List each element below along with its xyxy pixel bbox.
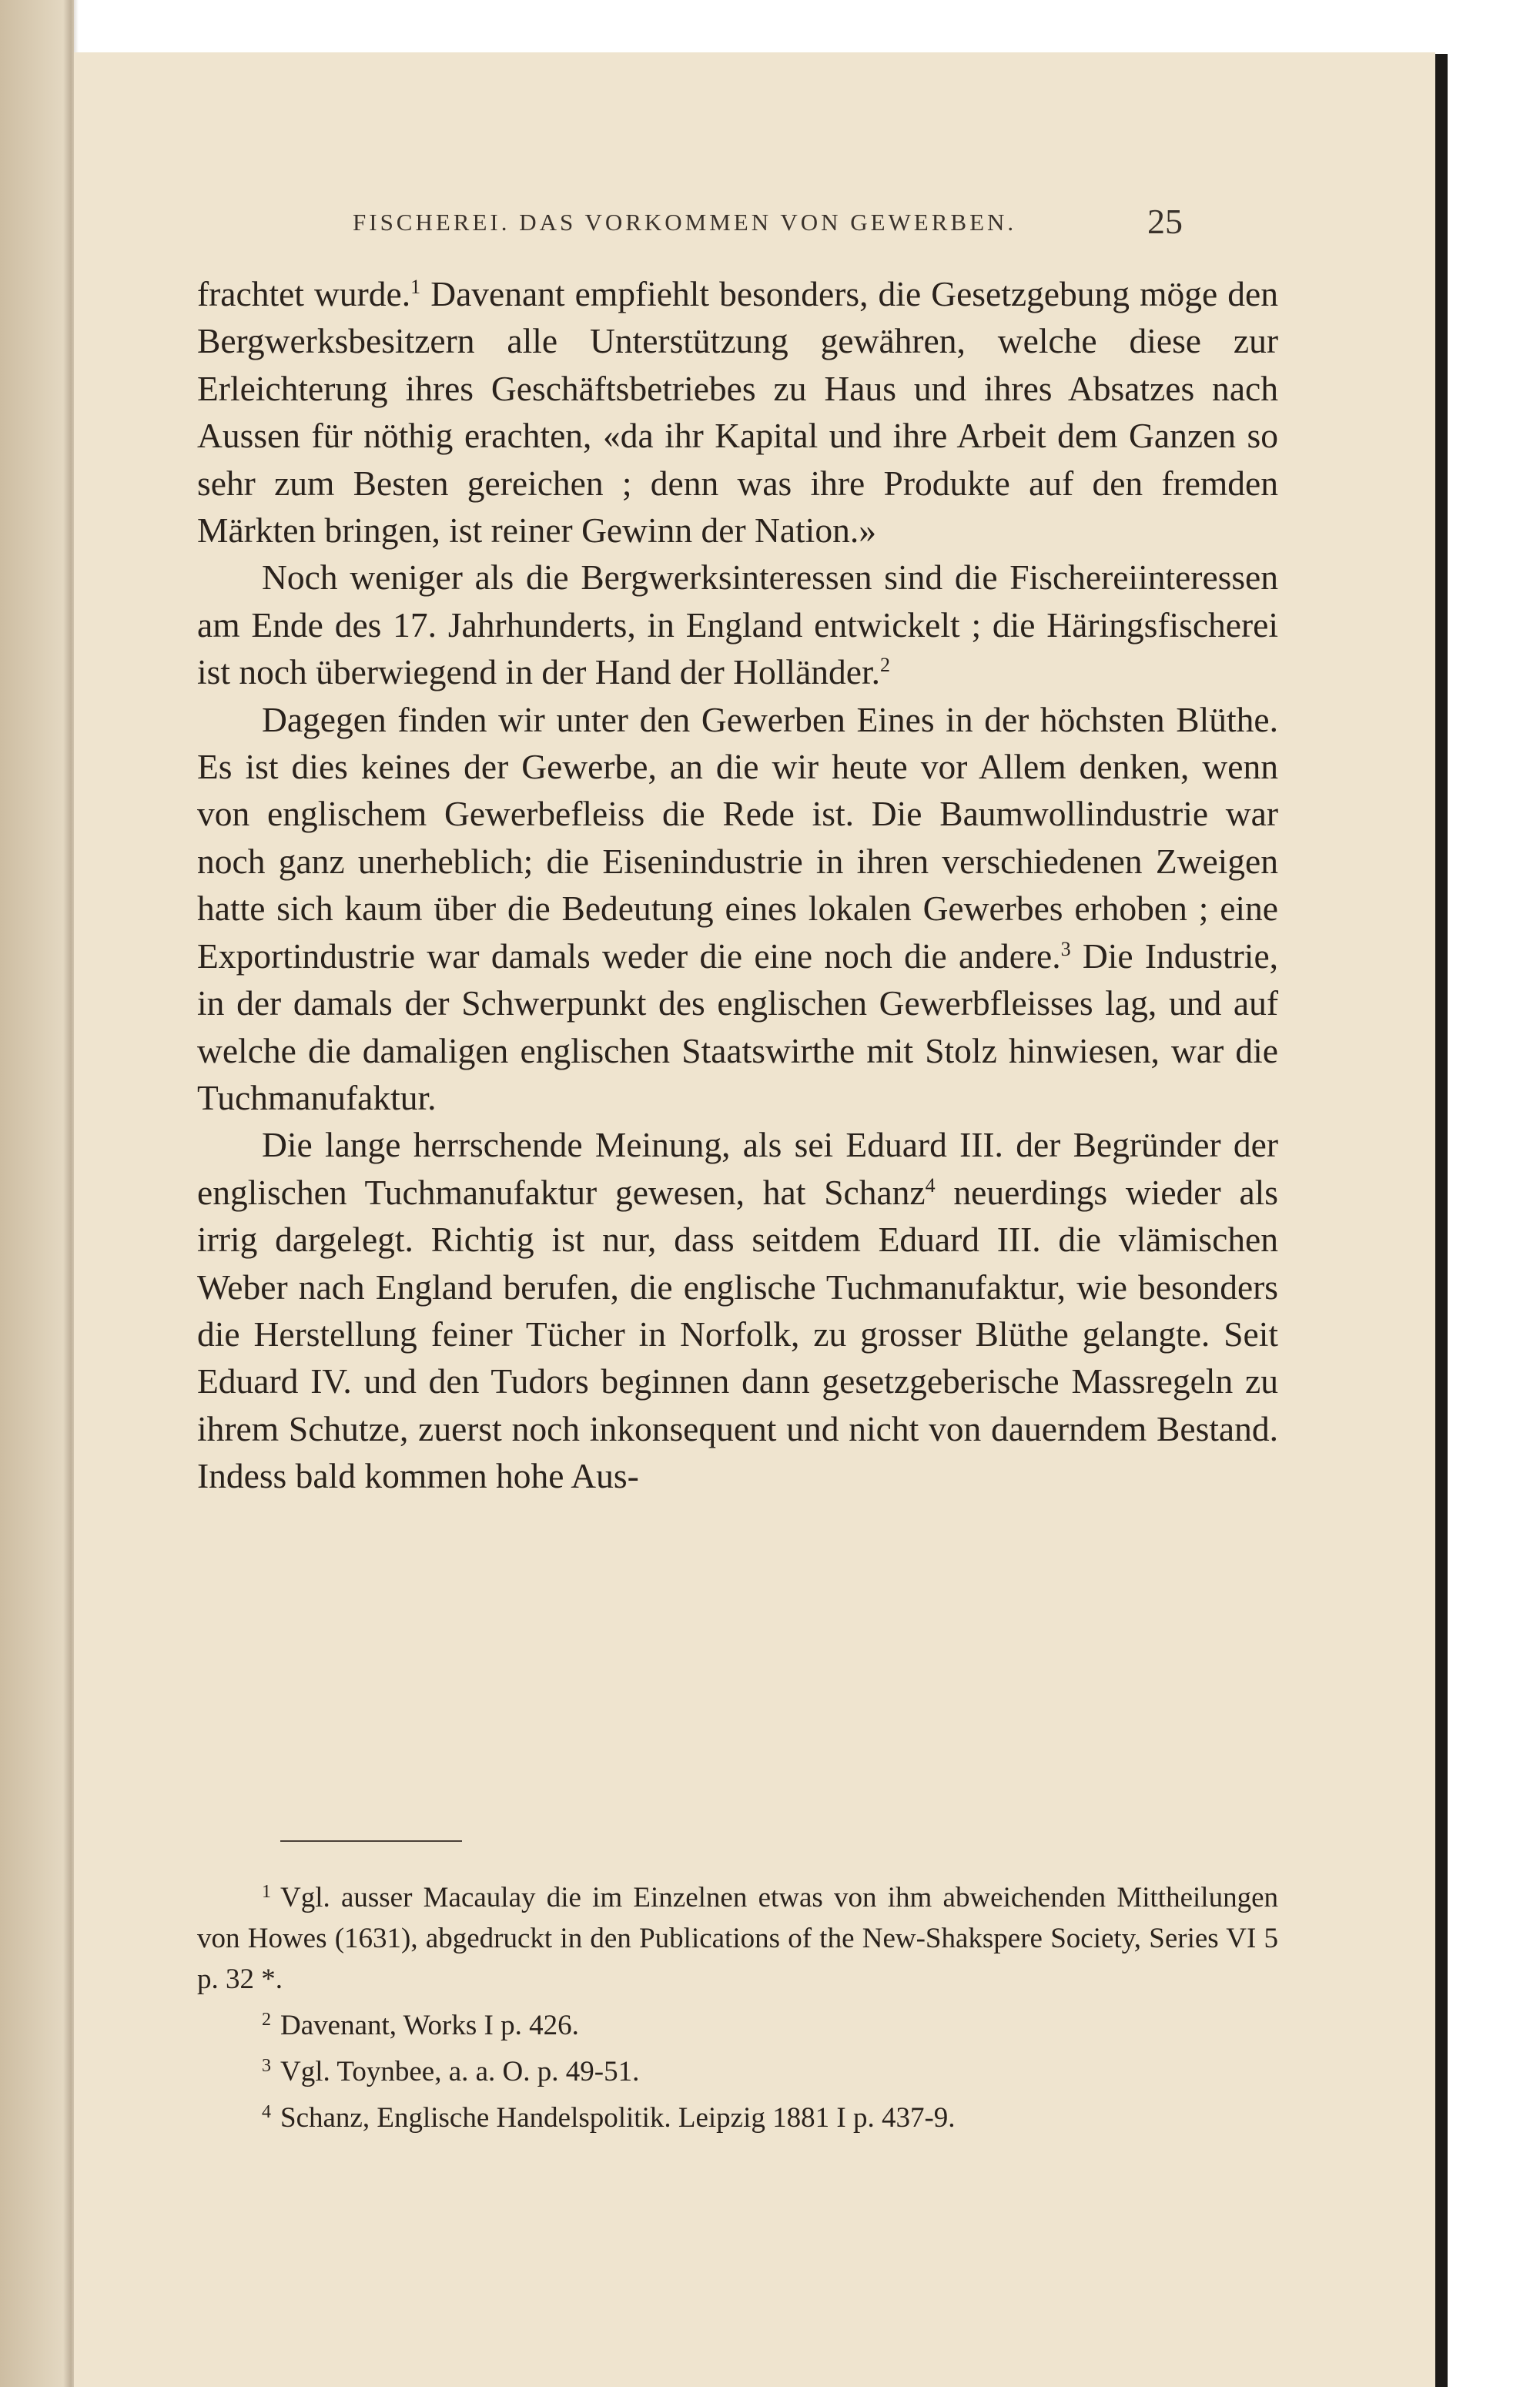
footnotes [197, 1877, 1278, 2144]
footnote-2-text: Davenant, Works I p. 426. [280, 2010, 579, 2041]
footnote-2-number: 2 [262, 2010, 271, 2030]
footnote-4 [197, 2097, 1278, 2138]
footnote-ref-4: 4 [925, 1173, 936, 1197]
footnote-3-number: 3 [262, 2056, 271, 2076]
footnote-3-text: Vgl. Toynbee, a. a. O. p. 49-51. [280, 2056, 640, 2087]
paragraph-1 [197, 270, 1278, 554]
footnote-3 [197, 2051, 1278, 2092]
footnote-ref-3: 3 [1060, 937, 1071, 960]
paragraph-4 [197, 1121, 1278, 1499]
paragraph-1-text-b: Davenant empfiehlt besonders, die Gesetzgebung möge den Bergwerksbesitzern alle Unterstützung gewähren, welche diese zur Erleichterung ihres Geschäftsbetriebes zu Haus und ihres Absatzes nach Aussen für nöthig erachten, «da ihr Kapital und ihre Arbeit dem Ganzen so sehr zum Besten gereichen ; denn was ihre Produkte auf den fremden Märkten bringen, ist reiner Gewinn der Nation.» [197, 274, 1278, 551]
footnote-1 [197, 1877, 1278, 2000]
scan-background-edge [1435, 54, 1448, 2387]
page-number: 25 [1147, 202, 1183, 241]
book-page [74, 52, 1435, 2387]
footnote-ref-1: 1 [410, 276, 421, 298]
footnote-1-number: 1 [262, 1882, 271, 1902]
footnote-4-text: Schanz, Englische Handelspolitik. Leipzig 1881 I p. 437-9. [280, 2102, 956, 2134]
page-header [74, 201, 1435, 247]
paragraph-2-text: Noch weniger als die Bergwerksinteressen sind die Fischereiinteressen am Ende des 17. Jahrhunderts, in England entwickelt ; die Häringsfischerei ist noch überwiegend in der Hand der Holländer. [197, 557, 1278, 692]
footnote-2 [197, 2005, 1278, 2046]
paragraph-3-text-a: Dagegen finden wir unter den Gewerben Eines in der höchsten Blüthe. Es ist dies keines der Gewerbe, an die wir heute vor Allem denken, wenn von englischem Gewerbefleiss die Rede ist. Die Baumwollindustrie war noch ganz unerheblich; die Eisenindustrie in ihren verschiedenen Zweigen hatte sich kaum über die Bedeutung eines lokalen Gewerbes erhoben ; eine Exportindustrie war damals weder die eine noch die andere. [197, 699, 1278, 976]
paragraph-4-text-b: neuerdings wieder als irrig dargelegt. Richtig ist nur, dass seitdem Eduard III. die vlämischen Weber nach England berufen, die englische Tuchmanufaktur, wie besonders die Herstellung feiner Tücher in Norfolk, zu grosser Blüthe gelangte. Seit Eduard IV. und den Tudors beginnen dann gesetzgeberische Massregeln zu ihrem Schutze, zuerst noch inkonsequent und nicht von dauerndem Bestand. Indess bald kommen hohe Aus- [197, 1172, 1278, 1496]
running-head: FISCHEREI. DAS VORKOMMEN VON GEWERBEN. [353, 209, 1017, 236]
footnote-4-number: 4 [262, 2102, 271, 2122]
body-text [197, 270, 1278, 1500]
paragraph-3-text-b: Die Industrie, in der damals der Schwerpunkt des englischen Gewerbfleisses lag, und auf welche die damaligen englischen Staatswirthe mit Stolz hinwiesen, war die Tuchmanufaktur. [197, 936, 1279, 1117]
paragraph-2 [197, 554, 1278, 695]
paragraph-4-text-a: Die lange herrschende Meinung, als sei Eduard III. der Begründer der englischen Tuchmanufaktur gewesen, hat Schanz [197, 1125, 1278, 1212]
footnote-separator [280, 1840, 462, 1842]
footnote-1-text: Vgl. ausser Macaulay die im Einzelnen etwas von ihm abweichenden Mittheilungen von Howes (1631), abgedruckt in den Publications of the New-Shakspere Society, Series VI 5 p. 32 *. [197, 1882, 1278, 1995]
footnote-ref-2: 2 [879, 654, 890, 677]
paragraph-3 [197, 696, 1278, 1122]
paragraph-1-text-a: frachtet wurde. [197, 274, 411, 313]
